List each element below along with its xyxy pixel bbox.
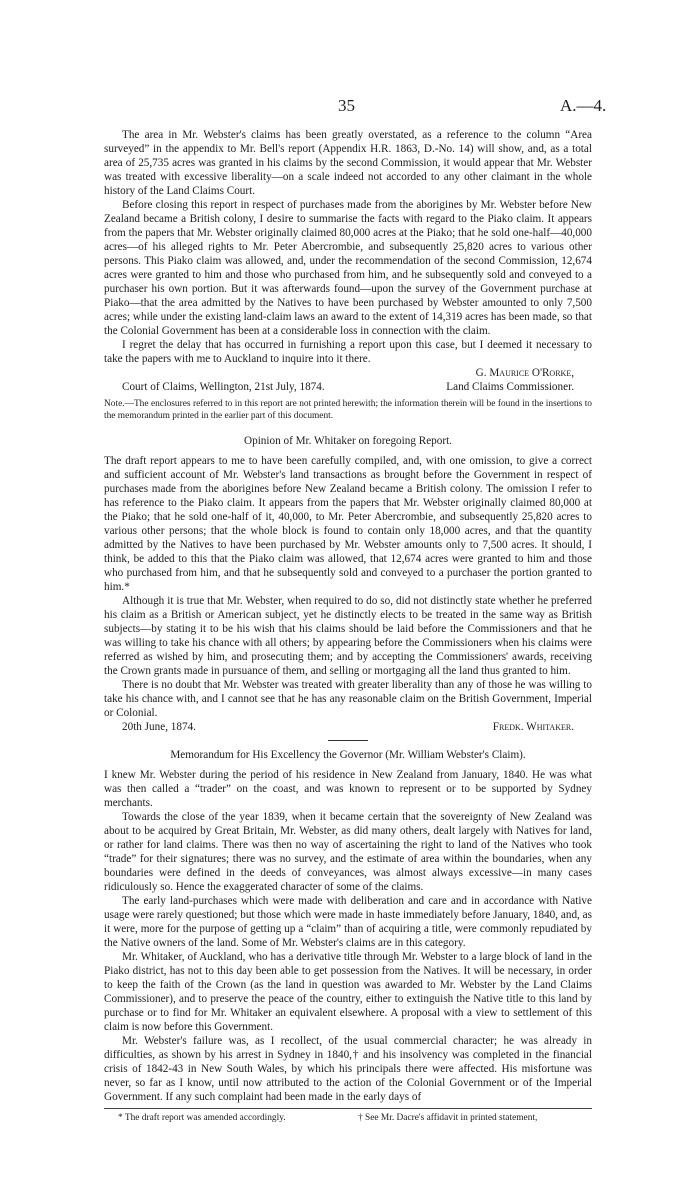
paragraph: Towards the close of the year 1839, when it became certain that the sovereignty of New Zealand was about to be acquired by Great Britain, Mr. Webster, as did many others, dealt largely with Natives for land, or rather for land claims. There was then no way of ascertaining the right to land of the Natives who took “trade” for their signatures; there was no survey, and the estimate of area within the boundaries, when any boundaries were defined in the deeds of conveyances, was almost always excessive—in many cases ridiculously so. Hence the exaggerated character of some of the claims. [104,811,592,893]
signature-line [104,366,592,380]
paragraph: Mr. Webster's failure was, as I recollect, of the usual commercial character; he was already in difficulties, as shown by his arrest in Sydney in 1840,† and his insolvency was completed in the financial crisis of 1842-43 in New South Wales, by which his principals there were affected. His misfortune was never, so far as I know, until now attributed to the action of the Colonial Government or of the Imperial Government. If any such complaint had been made in the early days of [104,1035,592,1103]
section-heading: Opinion of Mr. Whitaker on foregoing Report. [244,435,452,447]
paragraph: The area in Mr. Webster's claims has been greatly overstated, as a reference to the column “Area surveyed” in the appendix to Mr. Bell's report (Appendix H.R. 1863, D.-No. 14) will show, and, as a total area of 25,735 acres was granted in his claims by the second Commission, it would appear that Mr. Webster was treated with excessive liberality—on a scale indeed not accorded to any other claimant in the whole history of the Land Claims Court. [104,129,592,197]
paragraph: Although it is true that Mr. Webster, when required to do so, did not distinctly state whether he preferred his claim as a British or American subject, yet he distinctly elects to be treated in the same way as British subjects—by stating it to be his wish that his claims should be laid before the Commissioners and that he was willing to take his chance with all others; by appearing before the Commissioners when his claims were referred as wished by him, and prosecuting them; and by accepting the Commissioners' awards, receiving the Crown grants made in pursuance of them, and selling or mortgaging all the land thus granted to him. [104,595,592,677]
paragraph: The draft report appears to me to have been carefully compiled, and, with one omission, to give a correct and sufficient account of Mr. Webster's land transactions as brought before the Government in respect of purchases made from the aborigines before New Zealand became a British colony. The omission I refer to has reference to the Piako claim. It appears from the papers that Mr. Webster originally claimed 80,000 at the Piako; that he sold one-half of it, 40,000, to Mr. Peter Abercrombie, and subsequently 25,820 acres to various other persons; that the whole block is found to contain only 18,000 acres, and that the quantity admitted by the Natives to have been purchased by Mr. Webster amounts only to 7,500 acres. It should, I think, be added to this that the Piako claim was allowed, that 12,674 acres were granted to him and those who purchased from him, and that he subsequently sold and conveyed to a purchaser the portion granted to him.* [104,455,592,593]
place-date: Court of Claims, Wellington, 21st July, 1874. [122,381,325,393]
footnotes [104,1112,592,1124]
section-divider [328,740,368,741]
signature-line [104,720,592,734]
paragraph: I knew Mr. Webster during the period of his residence in New Zealand from January, 1840. He was what was then called a “trader” on the coast, and was known to represent or to be supported by Sydney merchants. [104,769,592,809]
footnote: † See Mr. Dacre's affidavit in printed statement, [358,1113,538,1123]
note: Note.—The enclosures referred to in this report are not printed herewith; the information therein will be found in the insertions to the memorandum printed in the earlier part of this document. [104,399,592,421]
paragraph: Before closing this report in respect of purchases made from the aborigines by Mr. Webster before New Zealand became a British colony, I desire to summarise the facts with regard to the Piako claim. It appears from the papers that Mr. Webster originally claimed 80,000 acres at the Piako; that he sold one-half—40,000 acres—of his alleged rights to Mr. Peter Abercrombie, and subsequently 25,820 acres to various other persons. This Piako claim was allowed, and, under the recommendation of the second Commission, 12,674 acres were granted to him and those who purchased from him, and he subsequently sold and conveyed to a purchaser his own portion. But it was afterwards found—upon the survey of the Government purchase at Piako—that the area admitted by the Natives to have been purchased by Webster amounted to only 7,500 acres; while under the existing land-claim laws an award to the extent of 14,319 acres has been made, so that the Colonial Government has been at a considerable loss in connection with the claim. [104,199,592,337]
page-header [0,96,700,118]
section-heading: Memorandum for His Excellency the Governor (Mr. William Webster's Claim). [170,749,526,761]
page-number: 35 [338,96,355,115]
paragraph: The early land-purchases which were made with deliberation and care and in accordance with Native usage were rarely questioned; but those which were made in haste immediately before January, 1840, and, as it were, more for the purpose of getting up a “claim” than of acquiring a title, were commonly repudiated by the Native owners of the land. Some of Mr. Webster's claims are in this category. [104,895,592,949]
date: 20th June, 1874. [122,721,196,733]
signature: G. Maurice O'Rorke, [475,367,574,379]
document-body [104,128,592,1124]
signature: Fredk. Whitaker. [492,721,574,733]
paragraph: Mr. Whitaker, of Auckland, who has a derivative title through Mr. Webster to a large block of land in the Piako district, has not to this day been able to get possession from the Natives. It will be necessary, in order to keep the faith of the Crown (as the land in question was awarded to Mr. Webster by the Land Claims Commissioner), and to preserve the peace of the country, either to extinguish the Native title to this land by purchase or to find for Mr. Whitaker an equivalent elsewhere. A proposal with a view to settlement of this claim is now before this Government. [104,951,592,1033]
document-reference: A.—4. [560,96,607,115]
signature-line [104,380,592,394]
footnote-divider [104,1108,592,1109]
paragraph: I regret the delay that has occurred in furnishing a report upon this case, but I deemed it necessary to take the papers with me to Auckland to inquire into it there. [104,339,592,365]
footnote: * The draft report was amended accordingly. [118,1113,286,1123]
signatory-title: Land Claims Commissioner. [446,381,574,393]
paragraph: There is no doubt that Mr. Webster was treated with greater liberality than any of those he was willing to take his chance with, and I cannot see that he has any reasonable claim on the British Government, Imperial or Colonial. [104,679,592,719]
